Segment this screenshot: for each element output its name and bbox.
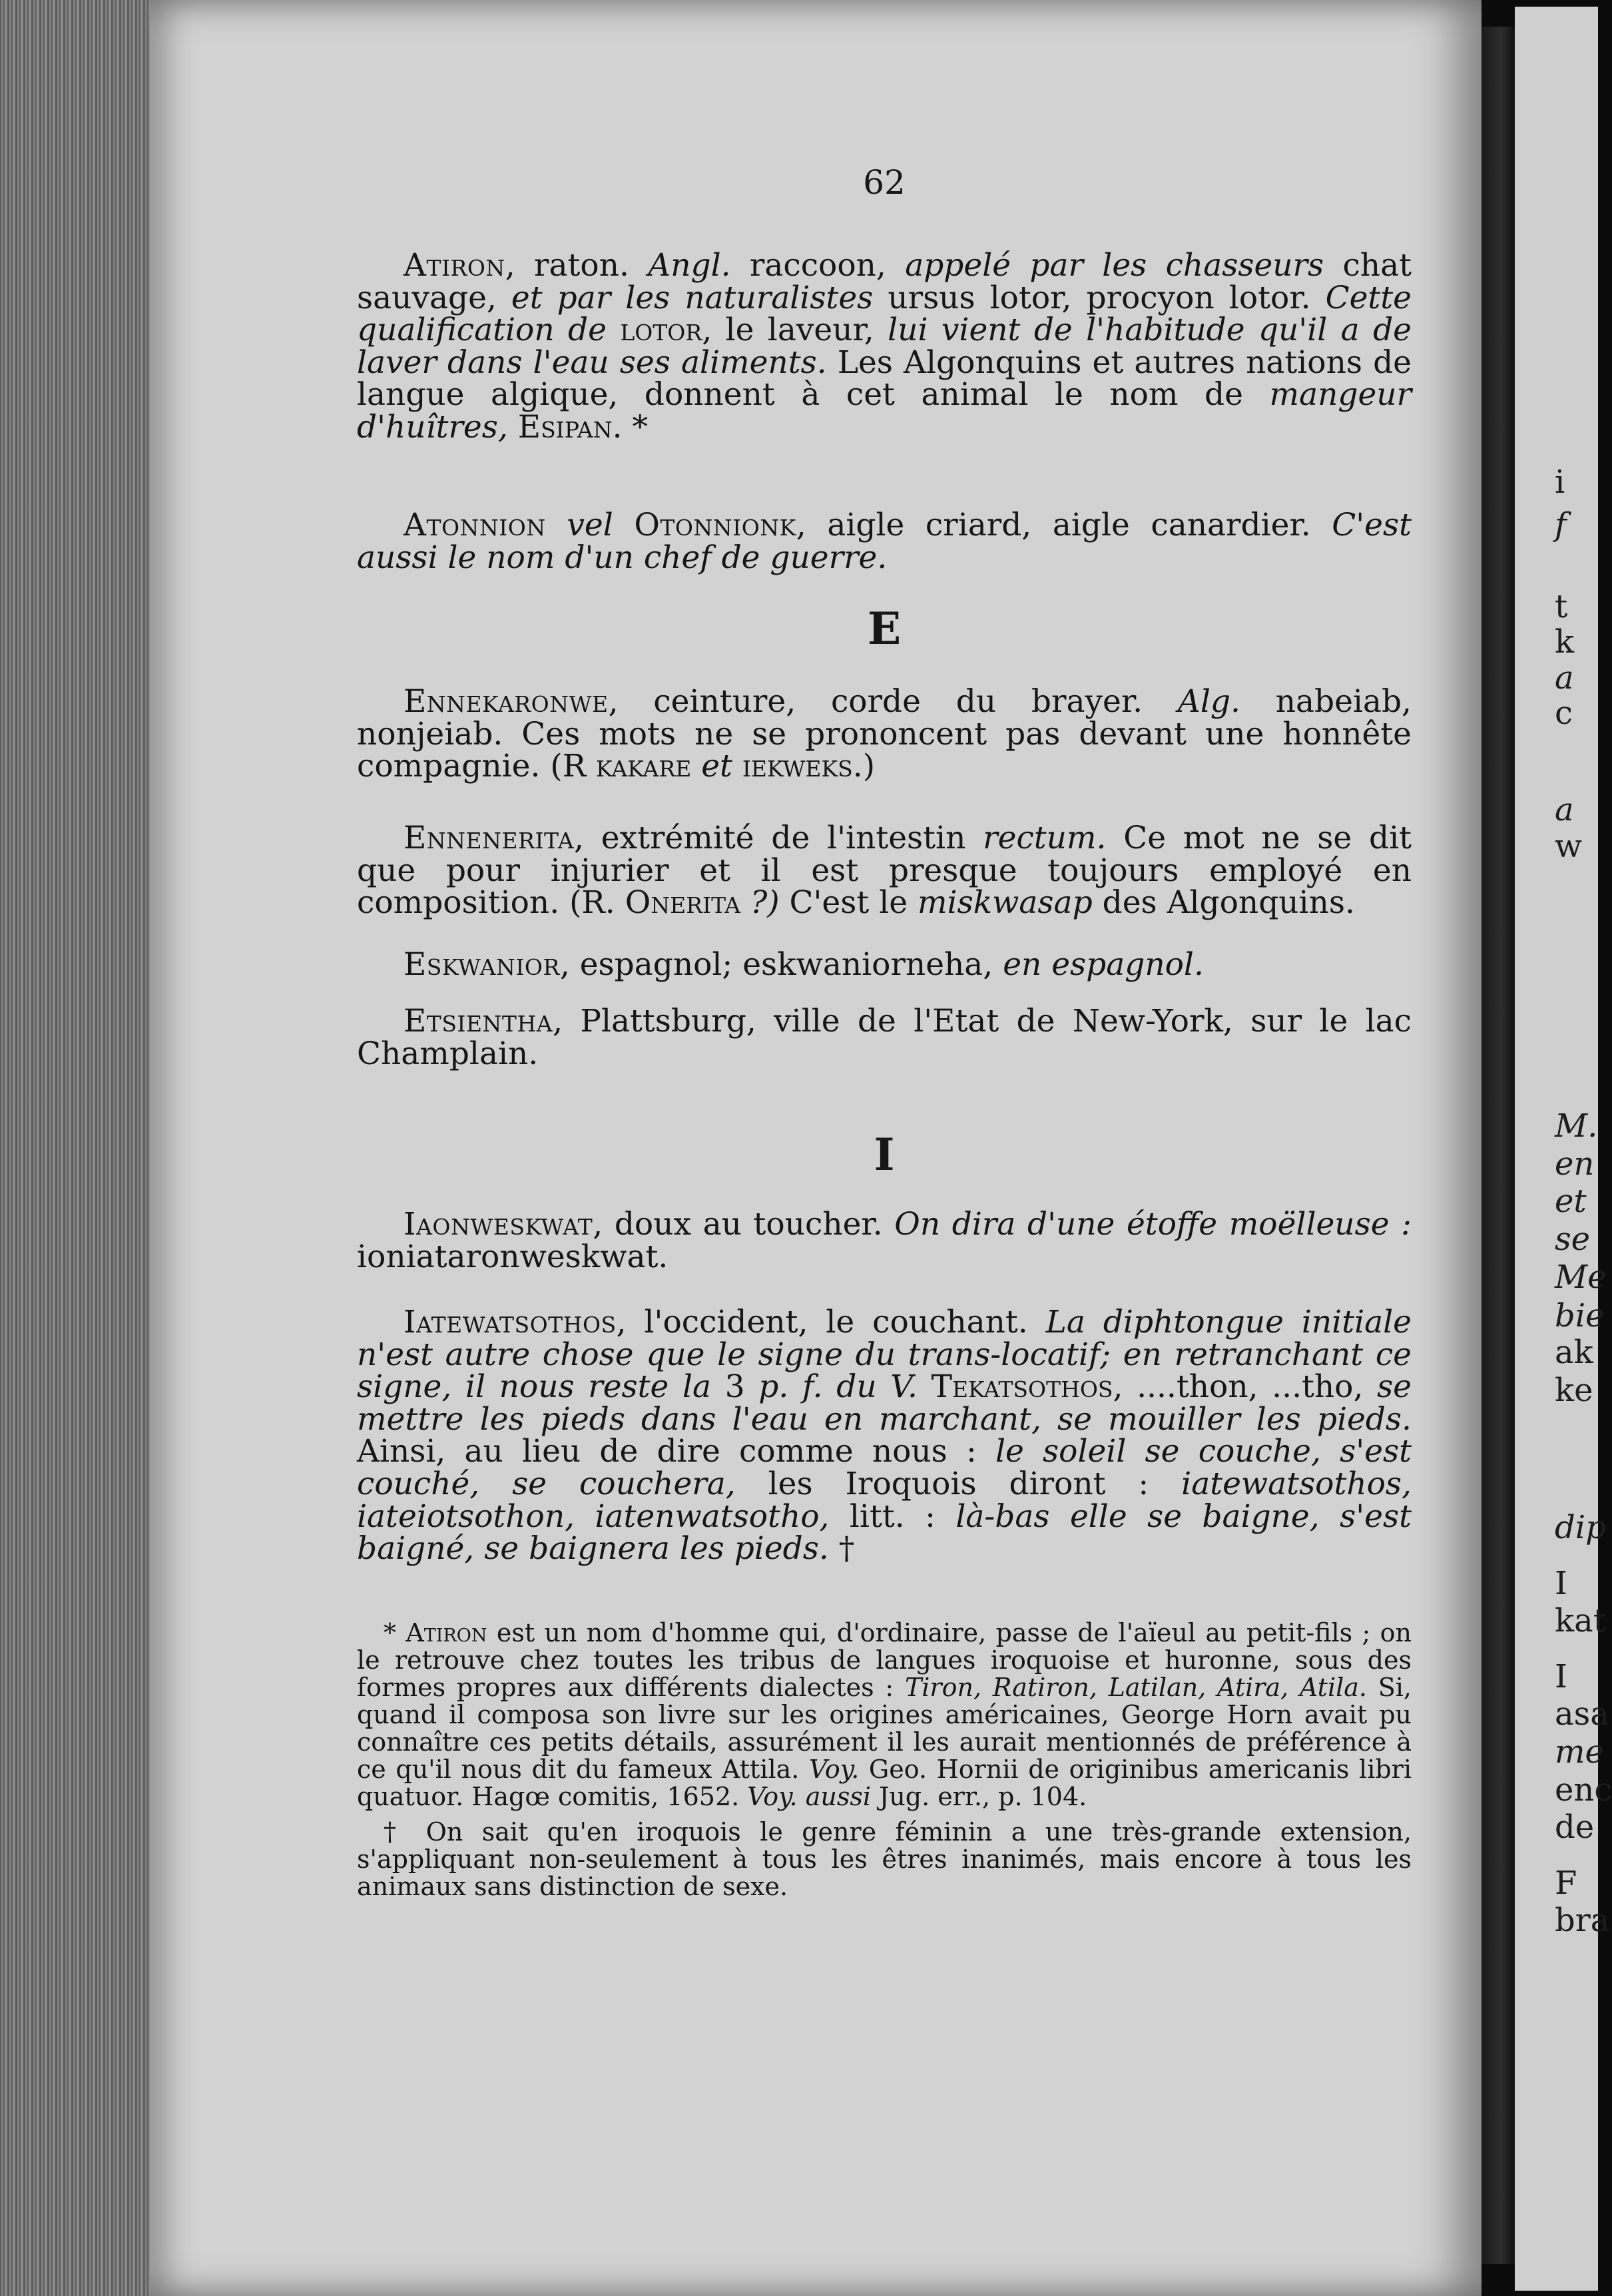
facing-fragment: c bbox=[1555, 695, 1573, 732]
facing-fragment: a bbox=[1555, 791, 1574, 828]
facing-fragment: f bbox=[1555, 506, 1567, 543]
facing-fragment: a bbox=[1555, 659, 1574, 697]
footnote-italic: Voy. bbox=[808, 1755, 860, 1784]
entry-italic: La diphtongue initiale n'est autre chose que le signe du trans-locatif; en retranchant ce signe, il nous reste la bbox=[357, 1304, 1412, 1406]
entry-italic: et par les naturalistes bbox=[511, 279, 874, 316]
facing-fragment: M. bbox=[1555, 1107, 1598, 1145]
facing-fragment: t bbox=[1555, 588, 1568, 625]
footnote-text: Si, quand il composa son livre sur les origines américaines, George Horn avait pu connaître ces petits détails, assurément il les aurait mentionnés de préférence à ce qu'il nous dit du fameux Attila. bbox=[357, 1673, 1412, 1784]
facing-fragment: kat bbox=[1555, 1602, 1606, 1639]
facing-fragment: i bbox=[1555, 463, 1565, 501]
entry-text: , ceinture, corde du brayer. bbox=[608, 683, 1178, 720]
facing-fragment: w bbox=[1555, 828, 1583, 865]
entry-ennekaronwe bbox=[357, 683, 1412, 785]
entry-text: , espagnol; eskwaniorneha, bbox=[559, 946, 1003, 983]
entry-italic: en espagnol. bbox=[1003, 946, 1204, 983]
page-stack-edge bbox=[0, 0, 153, 2296]
entry-italic: Angl. bbox=[648, 247, 731, 284]
book-gutter bbox=[1481, 27, 1515, 2264]
entry-italic: rectum. bbox=[983, 820, 1107, 856]
entry-italic: p. f. du V. bbox=[758, 1368, 918, 1406]
entry-etsientha bbox=[357, 1005, 1412, 1070]
entry-italic: ?) bbox=[740, 884, 780, 922]
headword: Ennenerita bbox=[403, 820, 575, 856]
entry-text: , l'occident, le couchant. bbox=[616, 1304, 1046, 1340]
footnote-italic: Tiron, Ratiron, Latilan, Atira, Atila. bbox=[904, 1673, 1367, 1702]
entry-eskwanior bbox=[357, 946, 1412, 983]
facing-fragment: et bbox=[1555, 1183, 1587, 1220]
facing-fragment: I bbox=[1555, 1658, 1567, 1695]
section-letter-i: I bbox=[874, 1129, 895, 1181]
entry-italic: là-bas elle se baigne, s'est baigné, se baignera les pieds. bbox=[357, 1498, 1412, 1568]
facing-fragment: F bbox=[1555, 1865, 1577, 1902]
entry-italic: mangeur d'huîtres, bbox=[357, 376, 1412, 445]
headword: Etsientha bbox=[403, 1003, 553, 1039]
footnote-text: On sait qu'en iroquois le genre féminin a une très-grande extension, s'appliquant non-seulement à tous les êtres inanimés, mais encore à tous les animaux sans distinction de sexe. bbox=[357, 1817, 1412, 1901]
entry-italic: On dira d'une étoffe moëlleuse : bbox=[894, 1206, 1412, 1243]
facing-fragment: k bbox=[1555, 623, 1575, 661]
facing-fragment: asa bbox=[1555, 1695, 1609, 1733]
entry-text: ioniataronweskwat. bbox=[357, 1238, 669, 1275]
entry-text: .) bbox=[852, 748, 876, 785]
small-caps-word: Atiron bbox=[405, 1618, 487, 1647]
headword: Iatewatsothos bbox=[403, 1304, 617, 1340]
small-caps-word: kakare bbox=[596, 748, 692, 785]
facing-fragment: I bbox=[1555, 1565, 1567, 1602]
headword: Ennekaronwe bbox=[403, 683, 609, 720]
footnote-mark: † bbox=[384, 1817, 426, 1847]
facing-page bbox=[1515, 7, 1612, 2291]
entry-text: , doux au toucher. bbox=[593, 1206, 895, 1243]
entry-italic: miskwasap bbox=[917, 884, 1093, 922]
headword: Eskwanior bbox=[403, 946, 560, 983]
facing-fragment: de bbox=[1555, 1809, 1595, 1846]
small-caps-word: Onerita bbox=[625, 884, 741, 922]
entry-text: Ainsi, au lieu de dire comme nous : bbox=[357, 1433, 995, 1470]
entry-italic: appelé par les chasseurs bbox=[905, 247, 1324, 284]
footnote-mark: * bbox=[384, 1618, 406, 1647]
entry-text: , le laveur, bbox=[702, 312, 888, 349]
entry-italic: Cette qualification de bbox=[357, 279, 1412, 349]
facing-fragment: ke bbox=[1555, 1372, 1593, 1409]
footnote-mark: * bbox=[622, 408, 648, 445]
facing-fragment: bra bbox=[1555, 1902, 1610, 1939]
entry-italic: vel bbox=[545, 507, 635, 543]
entry-italic: iatewatsothos, iateiotsothon, iatenwatsotho, bbox=[357, 1465, 1412, 1535]
entry-text: Ce mot ne se dit que pour injurier et il est presque toujours employé en composition. (R. bbox=[357, 820, 1412, 922]
entry-italic: C'est aussi le nom d'un chef de guerre. bbox=[357, 507, 1412, 576]
entry-text: chat sauvage, bbox=[357, 247, 1412, 316]
facing-fragment: ak bbox=[1555, 1334, 1593, 1371]
footnotes bbox=[357, 1619, 1412, 1900]
facing-fragment: me bbox=[1555, 1733, 1604, 1771]
headword: Iaonweskwat bbox=[403, 1206, 593, 1243]
entry-text: les Iroquois diront : bbox=[735, 1465, 1182, 1502]
entry-atonnion bbox=[357, 509, 1412, 574]
entry-atiron bbox=[357, 247, 1412, 445]
entry-italic: lui vient de l'habitude qu'il a de laver dans l'eau ses aliments. bbox=[357, 312, 1412, 381]
entry-text: , extrémité de l'intestin bbox=[574, 820, 983, 856]
entry-text: , ....thon, ...tho, bbox=[1113, 1368, 1378, 1406]
facing-fragment: enc bbox=[1555, 1771, 1612, 1809]
entry-italic: et bbox=[691, 748, 742, 785]
entry-ennenerita bbox=[357, 822, 1412, 920]
small-caps-word: Tekatsothos bbox=[917, 1368, 1113, 1406]
entry-text: 3 bbox=[711, 1368, 759, 1406]
entry-text: litt. : bbox=[829, 1498, 956, 1535]
footnote-2 bbox=[357, 1819, 1412, 1900]
footnote-text: Jug. err., p. 104. bbox=[871, 1782, 1087, 1811]
headword: Otonnionk bbox=[634, 507, 796, 543]
facing-fragment: bie bbox=[1555, 1297, 1605, 1334]
entry-text: nabeiab, nonjeiab. Ces mots ne se prononcent pas devant une honnête compagnie. (R bbox=[357, 683, 1412, 785]
footnote-1 bbox=[357, 1619, 1412, 1811]
footnote-text: est un nom d'homme qui, d'ordinaire, passe de l'aïeul au petit-fils ; on le retrouve chez toutes les tribus de langues iroquoise et huronne, sous des formes propres aux différents dialectes : bbox=[357, 1618, 1412, 1702]
facing-fragment: en bbox=[1555, 1145, 1595, 1183]
entry-text: ursus lotor, procyon lotor. bbox=[873, 279, 1326, 316]
facing-fragment: dip bbox=[1555, 1509, 1606, 1546]
small-caps-word: lotor bbox=[620, 312, 702, 349]
footnote-text: Geo. Hornii de originibus americanis libri quatuor. Hagœ comitis, 1652. bbox=[357, 1755, 1412, 1811]
entry-italic: le soleil se couche, s'est couché, se couchera, bbox=[357, 1433, 1412, 1502]
entry-text: raccoon, bbox=[730, 247, 906, 284]
small-caps-word: Esipan. bbox=[517, 408, 623, 445]
entry-text: , Plattsburg, ville de l'Etat de New-York, sur le lac Champlain. bbox=[357, 1003, 1412, 1072]
footnote-italic: Voy. aussi bbox=[747, 1782, 871, 1811]
entry-italic: Alg. bbox=[1177, 683, 1240, 720]
headword: Atiron bbox=[403, 247, 505, 284]
page-number: 62 bbox=[863, 163, 906, 202]
entry-iaonweskwat bbox=[357, 1206, 1412, 1275]
headword: Atonnion bbox=[403, 507, 546, 543]
section-letter-e: E bbox=[867, 603, 902, 655]
footnote-mark: † bbox=[828, 1530, 855, 1568]
entry-text: Les Algonquins et autres nations de langue algique, donnent à cet animal le nom de bbox=[357, 344, 1412, 414]
entry-text: des Algonquins. bbox=[1092, 884, 1355, 922]
entry-text: , raton. bbox=[505, 247, 649, 284]
facing-fragment: se bbox=[1555, 1221, 1591, 1258]
facing-fragment: Me bbox=[1555, 1259, 1607, 1296]
entry-italic: se mettre les pieds dans l'eau en marchant, se mouiller les pieds. bbox=[357, 1368, 1412, 1438]
entry-iatewatsothos bbox=[357, 1306, 1412, 1566]
entry-text: , aigle criard, aigle canardier. bbox=[796, 507, 1332, 543]
entry-text: C'est le bbox=[779, 884, 918, 922]
small-caps-word: iekweks bbox=[742, 748, 853, 785]
